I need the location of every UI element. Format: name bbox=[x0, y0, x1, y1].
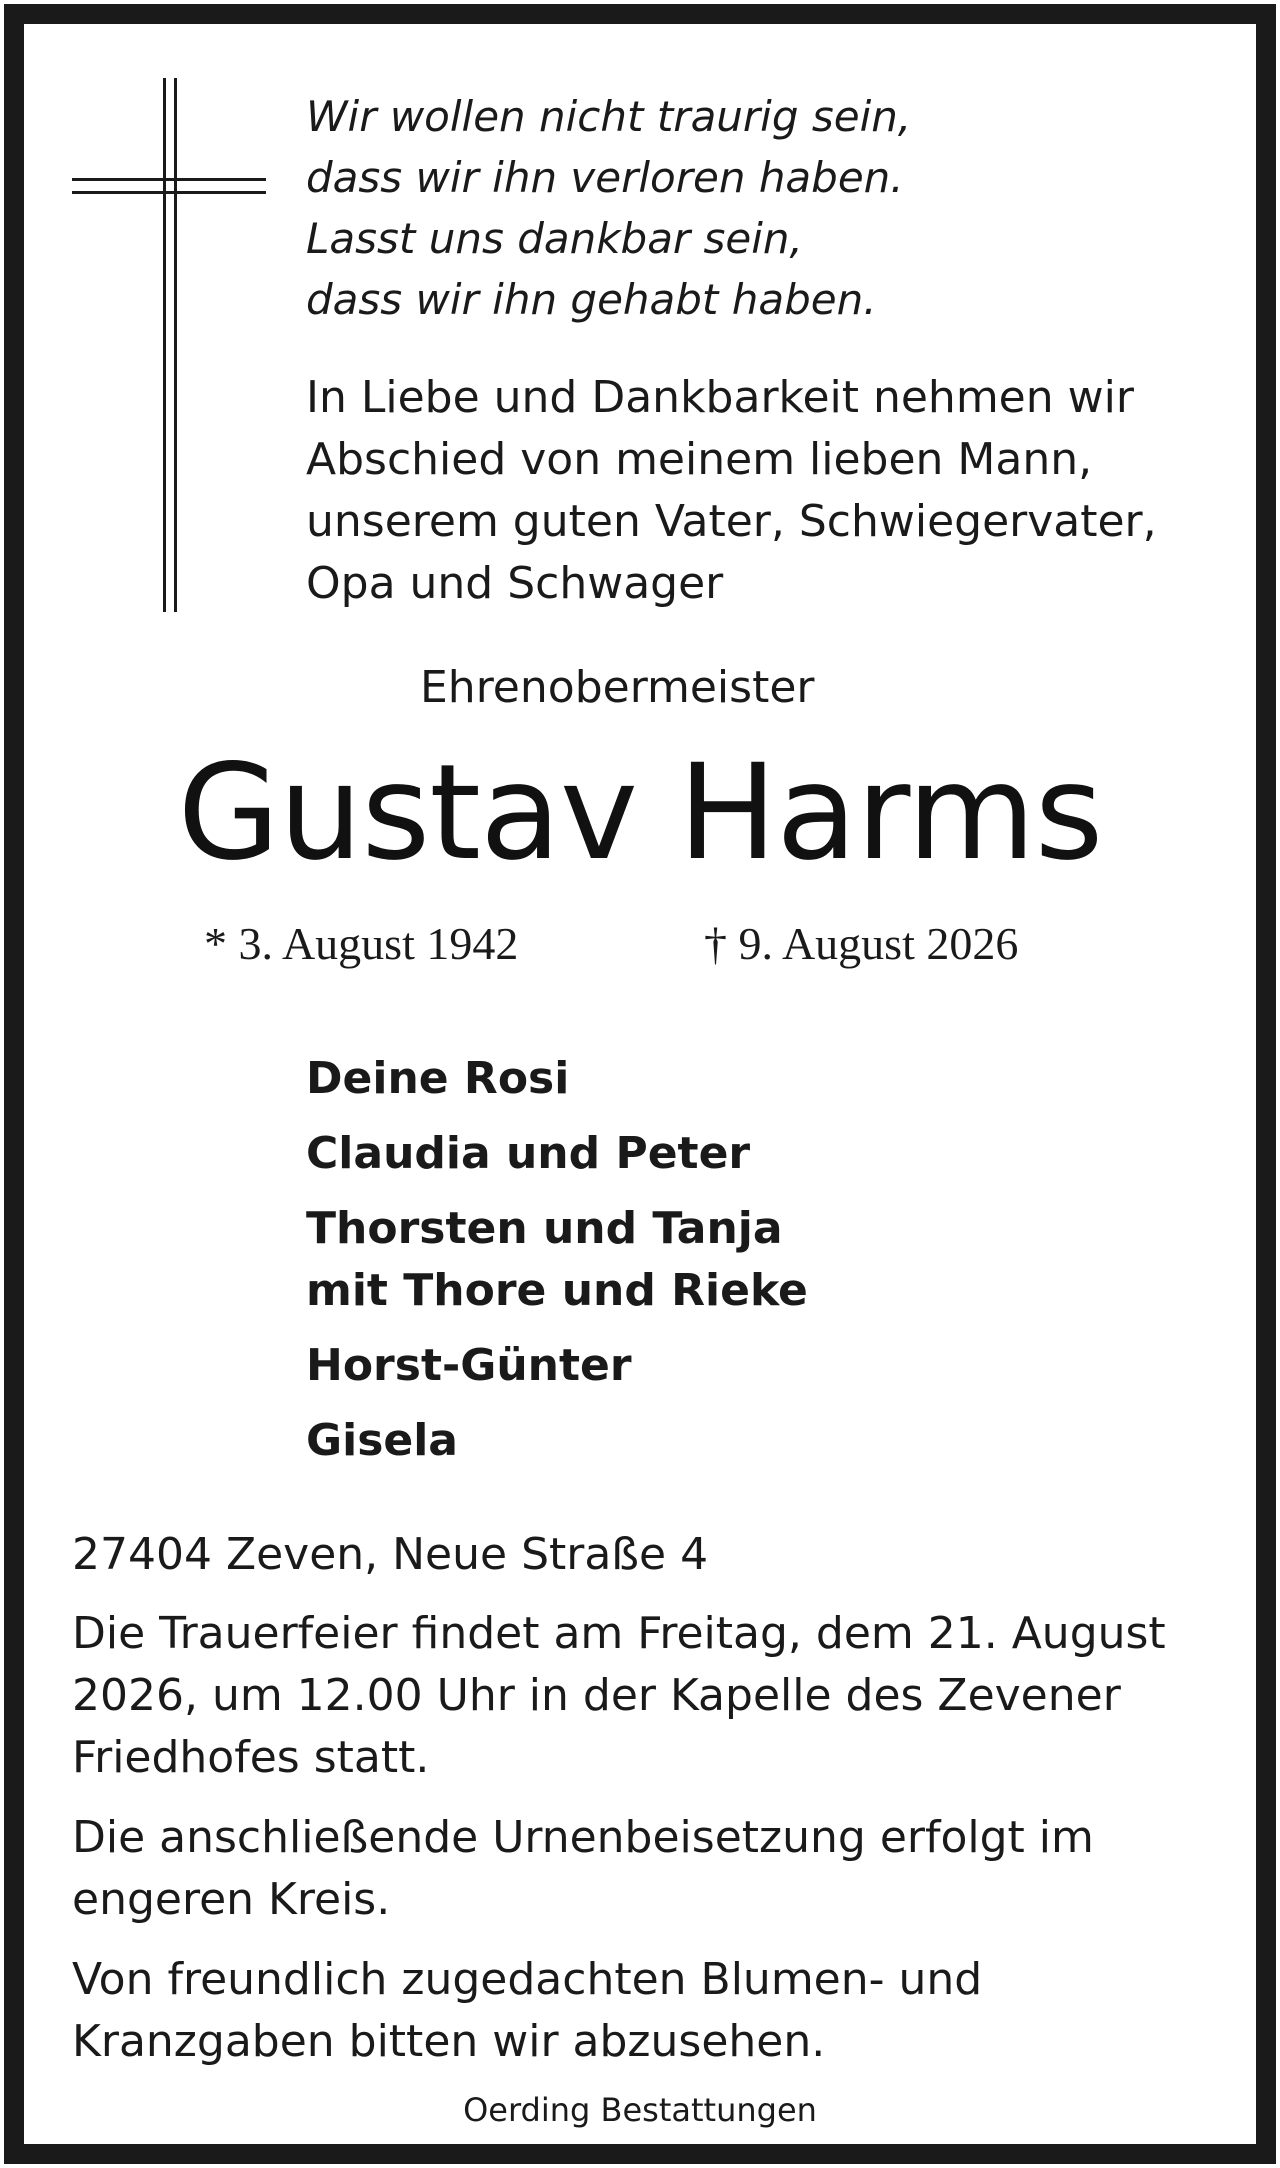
ceremony-line: 2026, um 12.00 Uhr in der Kapelle des Zevener bbox=[72, 1670, 1121, 1721]
burial-line: Die anschließende Urnenbeisetzung erfolgt im bbox=[72, 1812, 1094, 1863]
mourners-list bbox=[306, 1048, 808, 1485]
ceremony-notice bbox=[72, 1603, 1166, 1789]
undertaker-name: Oerding Bestattungen bbox=[463, 2091, 817, 2129]
ceremony-line: Friedhofes statt. bbox=[72, 1732, 430, 1783]
intro-line: unserem guten Vater, Schwiegervater, bbox=[306, 496, 1157, 547]
mourner-name: Claudia und Peter bbox=[306, 1128, 751, 1179]
intro-text bbox=[306, 367, 1157, 615]
address bbox=[72, 1524, 708, 1586]
burial-line: engeren Kreis. bbox=[72, 1874, 391, 1925]
cross-horizontal-bar-top bbox=[72, 178, 266, 181]
mourner-name: mit Thore und Rieke bbox=[306, 1265, 808, 1316]
cross-vertical-bar-right bbox=[174, 78, 177, 612]
mourner-entry bbox=[306, 1335, 808, 1397]
cross-vertical-bar-left bbox=[163, 78, 166, 612]
ceremony-line: Die Trauerfeier findet am Freitag, dem 21. August bbox=[72, 1608, 1166, 1659]
flowers-line: Kranzgaben bitten wir abzusehen. bbox=[72, 2016, 826, 2067]
poem-line: Wir wollen nicht traurig sein, bbox=[306, 92, 912, 141]
poem bbox=[306, 86, 911, 330]
mourner-name: Gisela bbox=[306, 1415, 459, 1466]
cross-horizontal-bar-bottom bbox=[72, 191, 266, 194]
honorific-title: Ehrenobermeister bbox=[420, 662, 815, 713]
flowers-line: Von freundlich zugedachten Blumen- und bbox=[72, 1954, 983, 2005]
address-line: 27404 Zeven, Neue Straße 4 bbox=[72, 1529, 709, 1580]
mourner-name: Thorsten und Tanja bbox=[306, 1203, 783, 1254]
intro-line: Opa und Schwager bbox=[306, 558, 724, 609]
burial-notice bbox=[72, 1807, 1094, 1931]
flowers-notice bbox=[72, 1949, 982, 2073]
poem-line: dass wir ihn verloren haben. bbox=[306, 153, 904, 202]
mourner-entry bbox=[306, 1410, 808, 1472]
mourner-entry bbox=[306, 1198, 808, 1322]
mourner-entry bbox=[306, 1123, 808, 1185]
poem-line: dass wir ihn gehabt haben. bbox=[306, 275, 877, 324]
poem-line: Lasst uns dankbar sein, bbox=[306, 214, 803, 263]
intro-line: In Liebe und Dankbarkeit nehmen wir bbox=[306, 372, 1134, 423]
intro-line: Abschied von meinem lieben Mann, bbox=[306, 434, 1093, 485]
deceased-name: Gustav Harms bbox=[177, 736, 1103, 890]
mourner-name: Horst-Günter bbox=[306, 1340, 632, 1391]
birth-date: * 3. August 1942 bbox=[204, 918, 519, 969]
death-date: † 9. August 2026 bbox=[704, 918, 1019, 969]
mourner-name: Deine Rosi bbox=[306, 1053, 570, 1104]
mourner-entry bbox=[306, 1048, 808, 1110]
